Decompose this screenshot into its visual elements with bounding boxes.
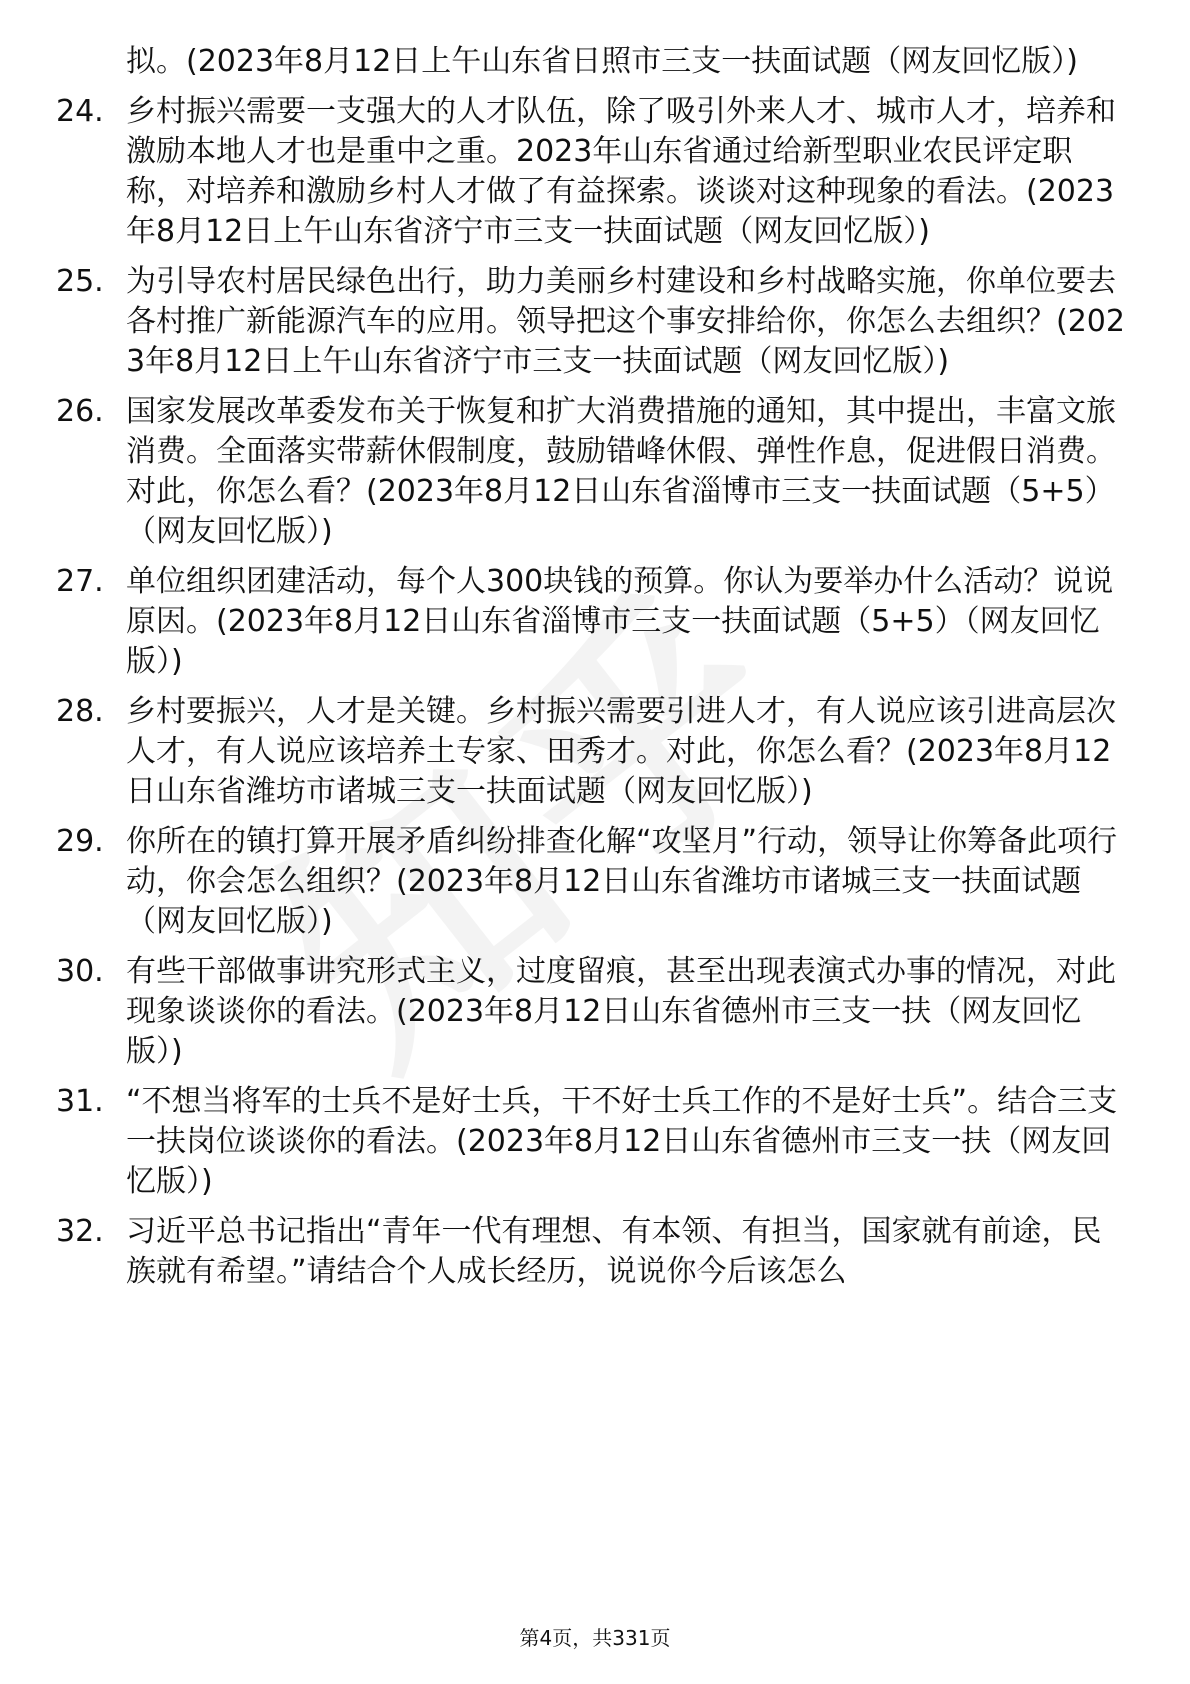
question-number: 32. bbox=[56, 1214, 104, 1249]
question-text: 为引导农村居民绿色出行，助力美丽乡村建设和乡村战略实施，你单位要去各村推广新能源汽车的应用。领导把这个事安排给你，你怎么去组织？(2023年8月12日上午山东省济宁市三支一扶面试题（网友回忆版）) bbox=[126, 264, 1125, 379]
document-body bbox=[0, 42, 1190, 1302]
question-27 bbox=[0, 562, 1190, 682]
question-number: 26. bbox=[56, 394, 104, 429]
question-continuation bbox=[0, 42, 1190, 82]
question-29 bbox=[0, 822, 1190, 942]
question-number: 30. bbox=[56, 954, 104, 989]
question-28 bbox=[0, 692, 1190, 812]
question-number: 29. bbox=[56, 824, 104, 859]
question-continuation-text: 拟。(2023年8月12日上午山东省日照市三支一扶面试题（网友回忆版）) bbox=[126, 44, 1079, 79]
question-text: 乡村要振兴，人才是关键。乡村振兴需要引进人才，有人说应该引进高层次人才，有人说应该培养土专家、田秀才。对此，你怎么看？(2023年8月12日山东省潍坊市诸城三支一扶面试题（网友回忆版）) bbox=[126, 694, 1116, 809]
question-text: 国家发展改革委发布关于恢复和扩大消费措施的通知，其中提出，丰富文旅消费。全面落实带薪休假制度，鼓励错峰休假、弹性作息，促进假日消费。对此，你怎么看？(2023年8月12日山东省淄博市三支一扶面试题（5+5）（网友回忆版）) bbox=[126, 394, 1116, 549]
question-text: “不想当将军的士兵不是好士兵，干不好士兵工作的不是好士兵”。结合三支一扶岗位谈谈你的看法。(2023年8月12日山东省德州市三支一扶（网友回忆版）) bbox=[126, 1084, 1118, 1199]
question-26 bbox=[0, 392, 1190, 552]
question-32 bbox=[0, 1212, 1190, 1292]
question-text: 习近平总书记指出“青年一代有理想、有本领、有担当，国家就有前途，民族就有希望。”请结合个人成长经历，说说你今后该怎么 bbox=[126, 1214, 1102, 1289]
question-number: 28. bbox=[56, 694, 104, 729]
question-text: 你所在的镇打算开展矛盾纠纷排查化解“攻坚月”行动，领导让你筹备此项行动，你会怎么组织？(2023年8月12日山东省潍坊市诸城三支一扶面试题（网友回忆版）) bbox=[126, 824, 1118, 939]
question-24 bbox=[0, 92, 1190, 252]
question-text: 有些干部做事讲究形式主义，过度留痕，甚至出现表演式办事的情况，对此现象谈谈你的看法。(2023年8月12日山东省德州市三支一扶（网友回忆版）) bbox=[126, 954, 1116, 1069]
question-number: 27. bbox=[56, 564, 104, 599]
question-25 bbox=[0, 262, 1190, 382]
page-footer bbox=[0, 1624, 1190, 1652]
question-number: 25. bbox=[56, 264, 104, 299]
question-number: 31. bbox=[56, 1084, 104, 1119]
page-number-label: 第4页，共331页 bbox=[519, 1626, 671, 1650]
question-30 bbox=[0, 952, 1190, 1072]
question-text: 单位组织团建活动，每个人300块钱的预算。你认为要举办什么活动？说说原因。(2023年8月12日山东省淄博市三支一扶面试题（5+5）（网友回忆版）) bbox=[126, 564, 1114, 679]
question-text: 乡村振兴需要一支强大的人才队伍，除了吸引外来人才、城市人才，培养和激励本地人才也是重中之重。2023年山东省通过给新型职业农民评定职称，对培养和激励乡村人才做了有益探索。谈谈对这种现象的看法。(2023年8月12日上午山东省济宁市三支一扶面试题（网友回忆版）) bbox=[126, 94, 1116, 249]
question-number: 24. bbox=[56, 94, 104, 129]
question-31 bbox=[0, 1082, 1190, 1202]
